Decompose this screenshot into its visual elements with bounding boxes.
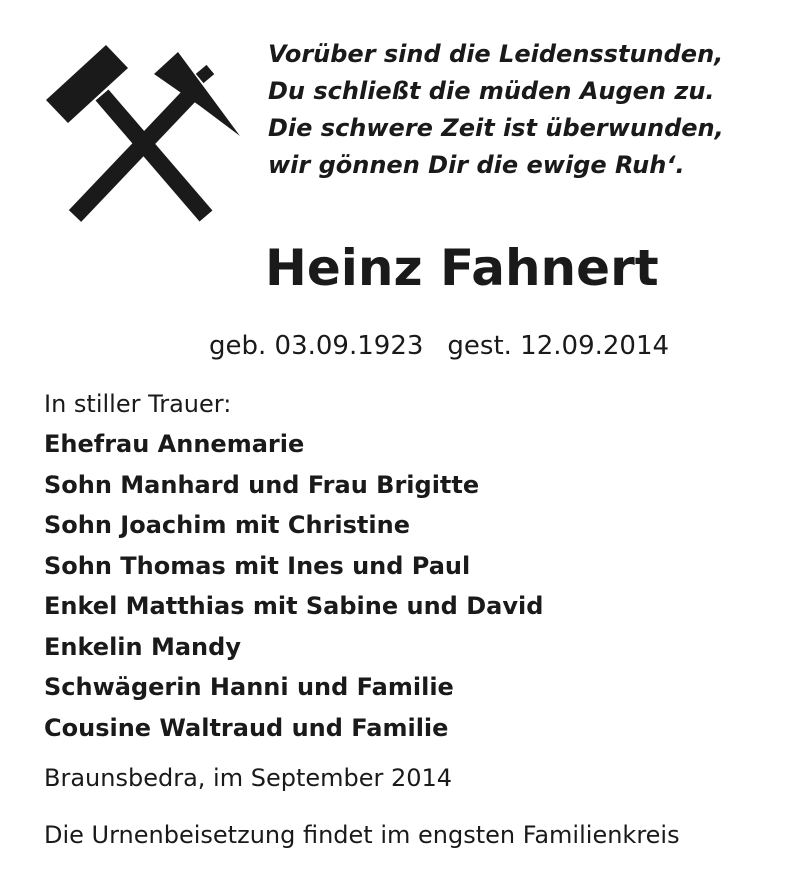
- death-date: gest. 12.09.2014: [447, 331, 670, 361]
- mourner-entry: Schwägerin Hanni und Familie: [44, 673, 454, 701]
- place-and-date: Braunsbedra, im September 2014: [44, 764, 453, 792]
- mourner-entry: Sohn Thomas mit Ines und Paul: [44, 551, 471, 580]
- deceased-name: Heinz Fahnert: [265, 239, 659, 297]
- verse-line: Du schließt die müden Augen zu.: [268, 77, 715, 105]
- mourners-list: [44, 384, 543, 748]
- mourners-intro: In stiller Trauer:: [44, 390, 232, 418]
- burial-note: Die Urnenbeisetzung findet im engsten Familienkreis: [44, 821, 680, 849]
- mourner-entry: Sohn Manhard und Frau Brigitte: [44, 470, 480, 499]
- verse-line: wir gönnen Dir die ewige Ruh‘.: [268, 151, 685, 179]
- hammer-and-pick-icon: [40, 40, 250, 230]
- birth-date: geb. 03.09.1923: [209, 331, 424, 361]
- mourner-entry: Ehefrau Annemarie: [44, 430, 305, 458]
- mourner-entry: Enkelin Mandy: [44, 632, 241, 661]
- verse-line: Die schwere Zeit ist überwunden,: [268, 114, 724, 142]
- verse: [268, 36, 788, 184]
- life-dates: [209, 326, 669, 366]
- mourner-entry: Sohn Joachim mit Christine: [44, 511, 410, 539]
- mourner-entry: Enkel Matthias mit Sabine und David: [44, 592, 544, 620]
- mourner-entry: Cousine Waltraud und Familie: [44, 713, 449, 742]
- verse-line: Vorüber sind die Leidensstunden,: [268, 40, 724, 68]
